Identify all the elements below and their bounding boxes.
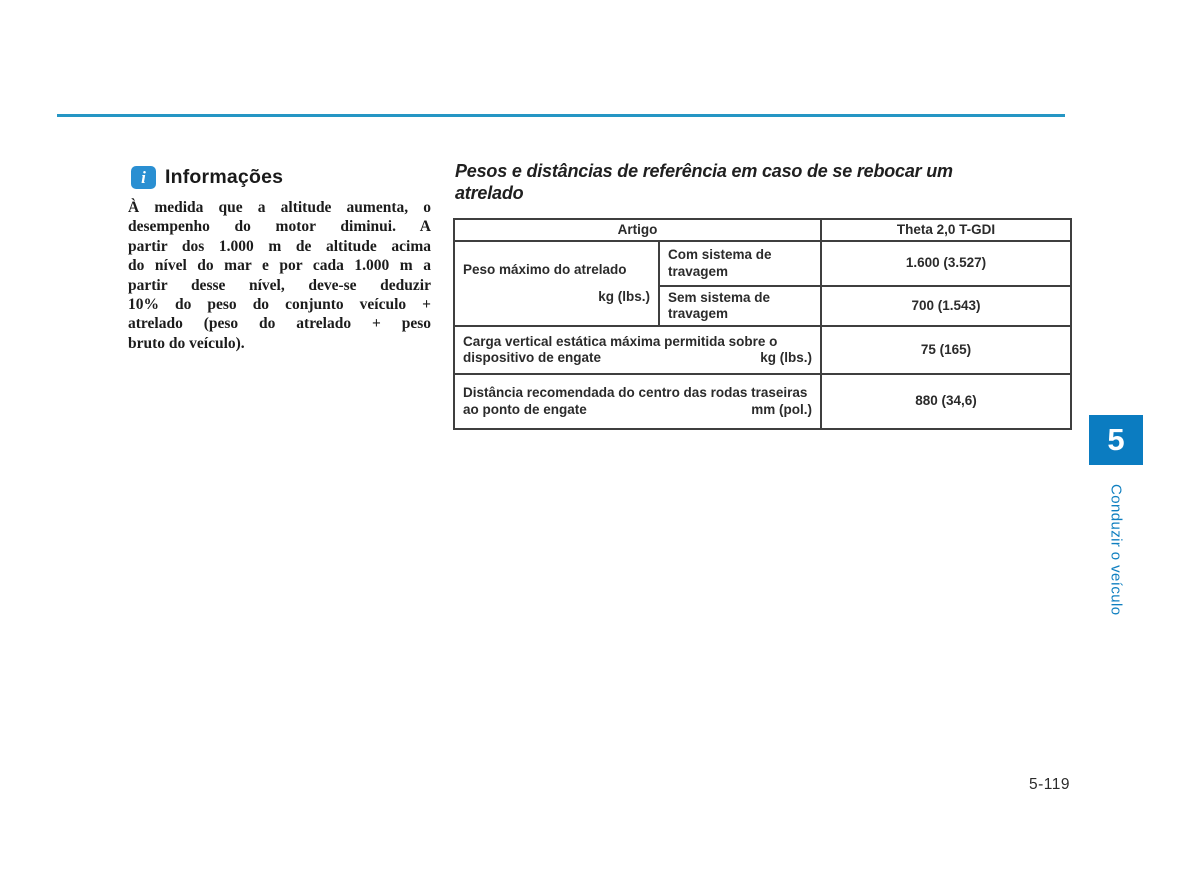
information-heading-label: Informações: [165, 166, 284, 188]
information-heading: [131, 166, 431, 189]
value-without-brakes: 700 (1.543): [821, 286, 1071, 326]
paragraph-line: desempenho do motor diminui. A: [128, 218, 431, 236]
table-row: [454, 241, 1071, 286]
paragraph-line: bruto do veículo).: [128, 334, 245, 352]
table-header-row: [454, 219, 1071, 241]
value-vertical-load: 75 (165): [821, 326, 1071, 374]
row-unit: kg (lbs.): [598, 289, 650, 304]
info-icon: i: [131, 166, 156, 189]
row-label-distance: [454, 374, 821, 429]
condition-without-brakes: Sem sistema de travagem: [659, 286, 821, 326]
paragraph-line: do nível do mar e por cada 1.000 m a: [128, 257, 431, 275]
value-distance: 880 (34,6): [821, 374, 1071, 429]
row-label-text: Carga vertical estática máxima permitida sobre o: [463, 333, 778, 349]
section-title-line: atrelado: [455, 182, 524, 203]
chapter-number-tab: 5: [1089, 415, 1143, 465]
information-section: [128, 166, 431, 353]
row-label-vertical-load: [454, 326, 821, 374]
section-title: [455, 161, 1075, 204]
row-unit: kg (lbs.): [760, 350, 812, 365]
row-label-text: ao ponto de engate: [463, 401, 587, 417]
value-with-brakes: 1.600 (3.527): [821, 241, 1071, 286]
towing-spec-section: [455, 161, 1075, 430]
section-title-line: Pesos e distâncias de referência em caso de se rebocar um: [455, 161, 953, 181]
page-number: 5-119: [1029, 776, 1070, 793]
column-header-model: Theta 2,0 T-GDI: [821, 219, 1071, 241]
column-header-item: Artigo: [454, 219, 821, 241]
table-row: [454, 374, 1071, 429]
paragraph-line: 10% do peso do conjunto veículo +: [128, 296, 431, 314]
row-label-max-weight: [454, 241, 659, 326]
chapter-title-vertical-label: Conduzir o veículo: [1107, 484, 1125, 616]
row-unit: mm (pol.): [751, 401, 812, 417]
paragraph-line: partir dos 1.000 m de altitude acima: [128, 237, 431, 255]
information-paragraph: [128, 198, 431, 353]
table-row: [454, 326, 1071, 374]
row-label-text: Distância recomendada do centro das rodas traseiras: [463, 385, 808, 400]
paragraph-line: partir desse nível, deve-se deduzir: [128, 276, 431, 294]
row-label-text: dispositivo de engate: [463, 350, 602, 365]
header-rule: [57, 114, 1065, 117]
paragraph-line: atrelado (peso do atrelado + peso: [128, 315, 431, 333]
towing-spec-table: [453, 218, 1072, 430]
condition-with-brakes: Com sistema de travagem: [659, 241, 821, 286]
paragraph-line: À medida que a altitude aumenta, o: [128, 199, 431, 216]
row-label-text: Peso máximo do atrelado: [463, 261, 627, 277]
